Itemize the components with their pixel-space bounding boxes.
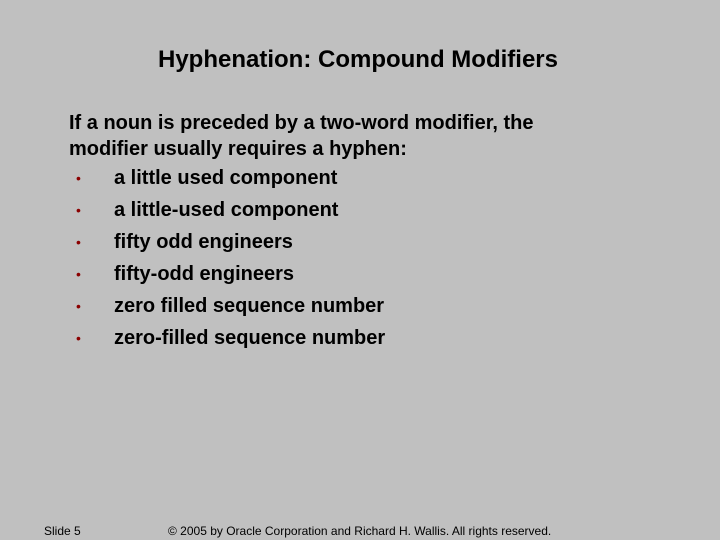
intro-line-1: If a noun is preceded by a two-word modifier, the [69,112,534,134]
bullet-text: a little used component [114,167,338,189]
slide-title: Hyphenation: Compound Modifiers [158,46,558,73]
bullet-icon: • [76,202,81,218]
bullet-text: fifty-odd engineers [114,263,295,285]
bullet-item [69,322,669,354]
bullet-text: zero filled sequence number [114,295,385,317]
bullet-icon: • [76,234,81,250]
bullet-item [69,290,669,322]
bullet-icon: • [76,298,81,314]
bullet-item [69,194,669,226]
intro-paragraph [69,110,669,162]
bullet-text: fifty odd engineers [114,231,293,253]
bullet-text: zero-filled sequence number [114,327,386,349]
bullet-icon: • [76,330,81,346]
bullet-item [69,258,669,290]
bullet-text: a little-used component [114,199,339,221]
bullet-item [69,162,669,194]
intro-line-2: modifier usually requires a hyphen: [69,138,407,160]
bullet-icon: • [76,266,81,282]
bullet-item [69,226,669,258]
bullet-icon: • [76,170,81,186]
copyright-notice: © 2005 by Oracle Corporation and Richard H. Wallis. All rights reserved. [168,524,552,538]
bullet-list [69,162,669,354]
slide-number: Slide 5 [44,524,81,538]
slide-body [69,110,669,354]
